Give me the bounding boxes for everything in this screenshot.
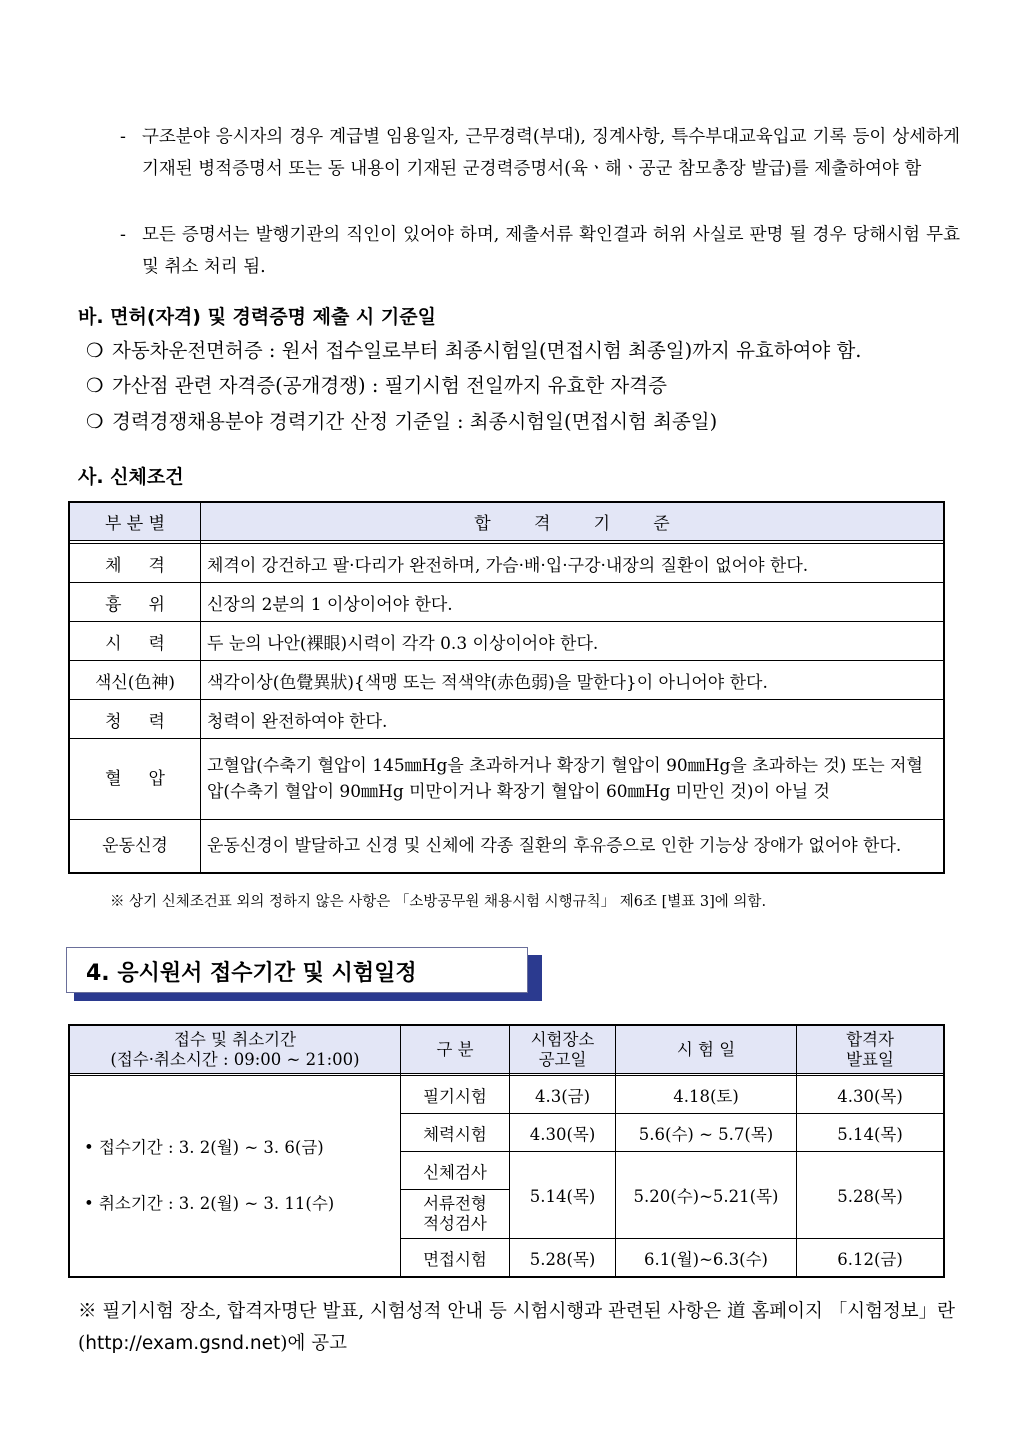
date-cell: 5.6(수) ~ 5.7(목) [616,1114,797,1152]
criteria-cell: 고혈압(수축기 혈압이 145㎜Hg을 초과하거나 확장기 혈압이 90㎜Hg을 초과하는 것) 또는 저혈압(수축기 혈압이 90㎜Hg 미만이거나 확장기 혈압이 60㎜Hg 미만인 것)이 아닐 것 [201,739,945,820]
period-header [69,1025,401,1074]
criteria-cell: 청력이 완전하여야 한다. [201,700,945,739]
exam-date-header: 시 험 일 [616,1025,797,1074]
section-ba-item [86,407,717,437]
venue-cell: 5.14(목) [510,1152,616,1239]
exam-site-link[interactable]: http://exam.gsnd.net [85,1333,281,1354]
table-row [69,661,944,700]
result-header [797,1025,945,1074]
table-header-part: 부 분 별 [69,502,201,541]
result-cell: 5.28(목) [797,1152,945,1239]
type-cell: 신체검사 [401,1152,510,1190]
venue-header [510,1025,616,1074]
part-cell: 흉 위 [69,583,201,622]
criteria-cell: 체격이 강건하고 팔·다리가 완전하며, 가슴·배·입·구강·내장의 질환이 없어야 한다. [201,544,945,583]
intro-item-text: 모든 증명서는 발행기관의 직인이 있어야 하며, 제출서류 확인결과 허위 사실로 판명 될 경우 당해시험 무효 및 취소 처리 됨. [142,225,960,277]
section-ba-item [86,336,862,366]
schedule-note [78,1296,963,1360]
cancel-period: • 취소기간 : 3. 2(월) ~ 3. 11(수) [84,1194,335,1213]
result-cell: 4.30(목) [797,1076,945,1114]
section-sa-title: 사. 신체조건 [78,466,184,488]
dash-marker: - [120,127,126,147]
note-prefix: ※ 필기시험 장소, 합격자명단 발표, 시험성적 안내 등 시험시행과 관련된 사항은 道 홈페이지 「시험정보」란( [78,1301,956,1354]
schedule-table [68,1024,945,1278]
type-header: 구 분 [401,1025,510,1074]
venue-cell: 4.30(목) [510,1114,616,1152]
period-header-line1: 접수 및 취소기간 [173,1029,297,1049]
date-cell: 6.1(월)~6.3(수) [616,1239,797,1278]
intro-item-1 [120,121,960,185]
table-header-criteria: 합 격 기 준 [201,502,945,541]
table-row [69,1076,944,1114]
section-ba-item-text: 자동차운전면허증 : 원서 접수일로부터 최종시험일(면접시험 최종일)까지 유효하여야 함. [112,339,862,362]
date-cell: 4.18(토) [616,1076,797,1114]
circle-bullet-icon: ❍ [86,374,104,397]
table-row [69,622,944,661]
criteria-cell: 운동신경이 발달하고 신경 및 신체에 각종 질환의 후유증으로 인한 기능상 장애가 없어야 한다. [201,820,945,874]
date-cell: 5.20(수)~5.21(목) [616,1152,797,1239]
intro-item-2 [120,219,960,283]
venue-header-line1: 시험장소 [530,1029,595,1049]
period-cell [69,1076,401,1278]
venue-cell: 5.28(목) [510,1239,616,1278]
table-row [69,544,944,583]
result-header-line2: 발표일 [846,1049,894,1069]
receipt-period: • 접수기간 : 3. 2(월) ~ 3. 6(금) [84,1138,324,1157]
criteria-cell: 신장의 2분의 1 이상이어야 한다. [201,583,945,622]
venue-cell: 4.3(금) [510,1076,616,1114]
result-cell: 6.12(금) [797,1239,945,1278]
part-cell: 시 력 [69,622,201,661]
type-line1: 서류전형 [423,1194,487,1213]
section-ba-title: 바. 면허(자격) 및 경력증명 제출 시 기준일 [78,306,436,328]
type-cell: 필기시험 [401,1076,510,1114]
part-cell: 운동신경 [69,820,201,874]
section-ba-item [86,371,667,401]
result-header-line1: 합격자 [846,1029,894,1049]
part-cell: 혈 압 [69,739,201,820]
table-row [69,820,944,874]
type-line2: 적성검사 [423,1214,487,1233]
part-cell: 색신(色神) [69,661,201,700]
circle-bullet-icon: ❍ [86,410,104,433]
physical-note: ※ 상기 신체조건표 외의 정하지 않은 사항은 「소방공무원 채용시험 시행규칙」 제6조 [별표 3]에 의함. [110,894,767,910]
table-row [69,700,944,739]
section-ba-item-text: 가산점 관련 자격증(공개경쟁) : 필기시험 전일까지 유효한 자격증 [112,374,667,397]
type-cell [401,1190,510,1239]
result-cell: 5.14(목) [797,1114,945,1152]
part-cell: 청 력 [69,700,201,739]
note-suffix: )에 공고 [280,1333,347,1354]
type-cell: 체력시험 [401,1114,510,1152]
intro-item-text: 구조분야 응시자의 경우 계급별 임용일자, 근무경력(부대), 징계사항, 특수부대교육입교 기록 등이 상세하게 기재된 병적증명서 또는 동 내용이 기재된 군경력증명서(육ㆍ해ㆍ공군 참모총장 발급)를 제출하여야 함 [142,127,960,179]
criteria-cell: 색각이상(色覺異狀){색맹 또는 적색약(赤色弱)을 말한다}이 아니어야 한다. [201,661,945,700]
section-ba-item-text: 경력경쟁채용분야 경력기간 산정 기준일 : 최종시험일(면접시험 최종일) [112,410,718,433]
venue-header-line2: 공고일 [538,1049,587,1069]
dash-marker: - [120,225,126,245]
physical-conditions-table [68,501,945,874]
type-cell: 면접시험 [401,1239,510,1278]
criteria-cell: 두 눈의 나안(裸眼)시력이 각각 0.3 이상이어야 한다. [201,622,945,661]
table-row [69,739,944,820]
circle-bullet-icon: ❍ [86,339,104,362]
part-cell: 체 격 [69,544,201,583]
table-row [69,583,944,622]
period-header-line2: (접수·취소시간 : 09:00 ~ 21:00) [110,1049,360,1069]
section4-title: 4. 응시원서 접수기간 및 시험일정 [86,961,417,986]
